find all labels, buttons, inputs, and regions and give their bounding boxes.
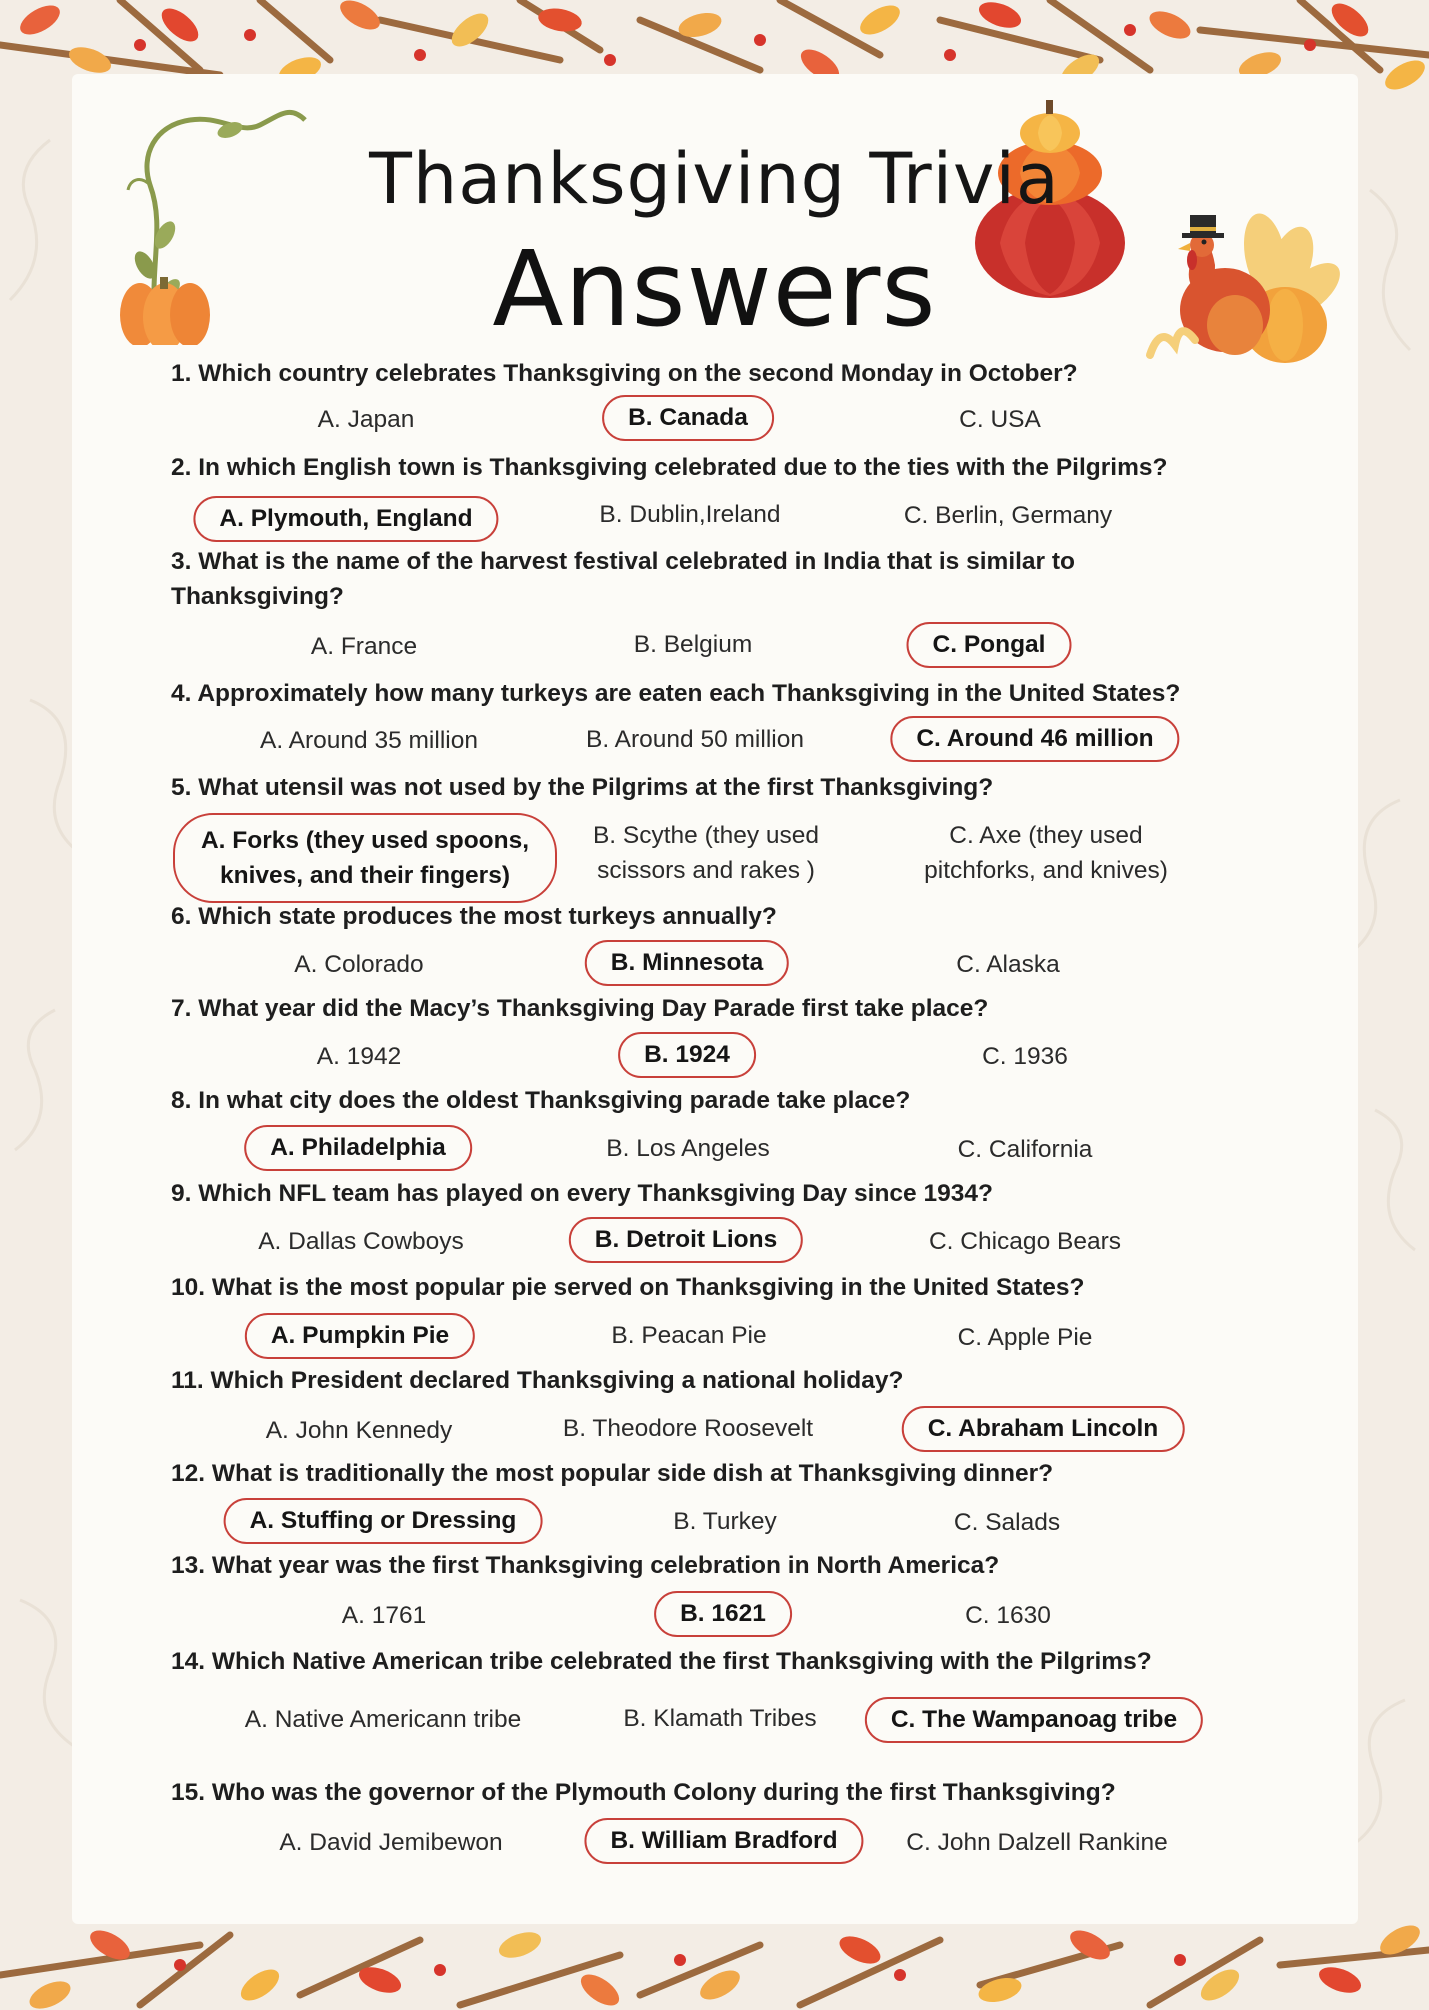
question-5: 5. What utensil was not used by the Pilgrims at the first Thanksgiving? <box>171 774 994 801</box>
q9-option-b-answer: B. Detroit Lions <box>569 1217 803 1263</box>
question-1: 1. Which country celebrates Thanksgiving on the second Monday in October? <box>171 360 1078 387</box>
q14-option-c-answer: C. The Wampanoag tribe <box>865 1697 1203 1743</box>
q4-option-c-answer: C. Around 46 million <box>890 716 1179 762</box>
q8-option-c: C. California <box>957 1136 1093 1163</box>
q4-option-a: A. Around 35 million <box>260 727 478 754</box>
q13-option-a: A. 1761 <box>341 1602 427 1629</box>
q15-option-b-answer: B. William Bradford <box>584 1818 863 1864</box>
q2-option-b: B. Dublin,Ireland <box>599 501 781 528</box>
q12-option-c: C. Salads <box>953 1509 1061 1536</box>
q3-option-b: B. Belgium <box>633 631 753 658</box>
q13-option-c: C. 1630 <box>965 1602 1051 1629</box>
q12-option-a-answer: A. Stuffing or Dressing <box>224 1498 543 1544</box>
q14-option-b: B. Klamath Tribes <box>623 1705 817 1732</box>
question-2: 2. In which English town is Thanksgiving celebrated due to the ties with the Pilgrims? <box>171 454 1168 481</box>
q10-option-b: B. Peacan Pie <box>611 1322 767 1349</box>
question-6: 6. Which state produces the most turkeys annually? <box>171 903 777 930</box>
q2-option-a-answer: A. Plymouth, England <box>193 496 498 542</box>
q13-option-b-answer: B. 1621 <box>654 1591 792 1637</box>
q12-option-b: B. Turkey <box>673 1508 777 1535</box>
q11-option-a: A. John Kennedy <box>265 1417 453 1444</box>
q4-option-b: B. Around 50 million <box>586 726 804 753</box>
question-12: 12. What is traditionally the most popular side dish at Thanksgiving dinner? <box>171 1460 1054 1487</box>
q1-option-c: C. USA <box>959 406 1041 433</box>
question-9: 9. Which NFL team has played on every Thanksgiving Day since 1934? <box>171 1180 993 1207</box>
q14-option-a: A. Native Americann tribe <box>244 1706 522 1733</box>
q11-option-b: B. Theodore Roosevelt <box>562 1415 814 1442</box>
q1-option-a: A. Japan <box>317 406 415 433</box>
q15-option-c: C. John Dalzell Rankine <box>906 1829 1168 1856</box>
q7-option-b-answer: B. 1924 <box>618 1032 756 1078</box>
q3-option-a: A. France <box>310 633 418 660</box>
question-13: 13. What year was the first Thanksgiving celebration in North America? <box>171 1552 1000 1579</box>
q6-option-b-answer: B. Minnesota <box>585 940 789 986</box>
q9-option-a: A. Dallas Cowboys <box>258 1228 464 1255</box>
q2-option-c: C. Berlin, Germany <box>903 502 1113 529</box>
question-4: 4. Approximately how many turkeys are eaten each Thanksgiving in the United States? <box>171 680 1181 707</box>
question-3: 3. What is the name of the harvest festival celebrated in India that is similar to Thanksgiving? <box>171 548 1076 610</box>
question-15: 15. Who was the governor of the Plymouth Colony during the first Thanksgiving? <box>171 1779 1116 1806</box>
q3-option-c-answer: C. Pongal <box>907 622 1072 668</box>
q5-option-c: C. Axe (they used pitchforks, and knives) <box>924 822 1168 884</box>
q6-option-a: A. Colorado <box>294 951 424 978</box>
q1-option-b-answer: B. Canada <box>602 395 774 441</box>
q10-option-c: C. Apple Pie <box>957 1324 1093 1351</box>
page-subtitle: Answers <box>492 228 937 350</box>
question-7: 7. What year did the Macy’s Thanksgiving Day Parade first take place? <box>171 995 989 1022</box>
q11-option-c-answer: C. Abraham Lincoln <box>902 1406 1185 1452</box>
q5-option-a-answer: A. Forks (they used spoons, knives, and their fingers) <box>173 813 557 903</box>
q6-option-c: C. Alaska <box>956 951 1060 978</box>
q15-option-a: A. David Jemibewon <box>279 1829 503 1856</box>
question-11: 11. Which President declared Thanksgiving a national holiday? <box>171 1367 904 1394</box>
q10-option-a-answer: A. Pumpkin Pie <box>245 1313 475 1359</box>
q7-option-c: C. 1936 <box>982 1043 1068 1070</box>
q9-option-c: C. Chicago Bears <box>928 1228 1122 1255</box>
q8-option-a-answer: A. Philadelphia <box>244 1125 472 1171</box>
page-title: Thanksgiving Trivia <box>369 138 1060 220</box>
question-10: 10. What is the most popular pie served on Thanksgiving in the United States? <box>171 1274 1085 1301</box>
question-8: 8. In what city does the oldest Thanksgiving parade take place? <box>171 1087 911 1114</box>
q7-option-a: A. 1942 <box>316 1043 402 1070</box>
autumn-branch-border-bottom <box>0 1920 1429 2010</box>
q8-option-b: B. Los Angeles <box>606 1135 770 1162</box>
question-14: 14. Which Native American tribe celebrated the first Thanksgiving with the Pilgrims? <box>171 1648 1152 1675</box>
q5-option-b: B. Scythe (they used scissors and rakes ) <box>592 822 820 884</box>
